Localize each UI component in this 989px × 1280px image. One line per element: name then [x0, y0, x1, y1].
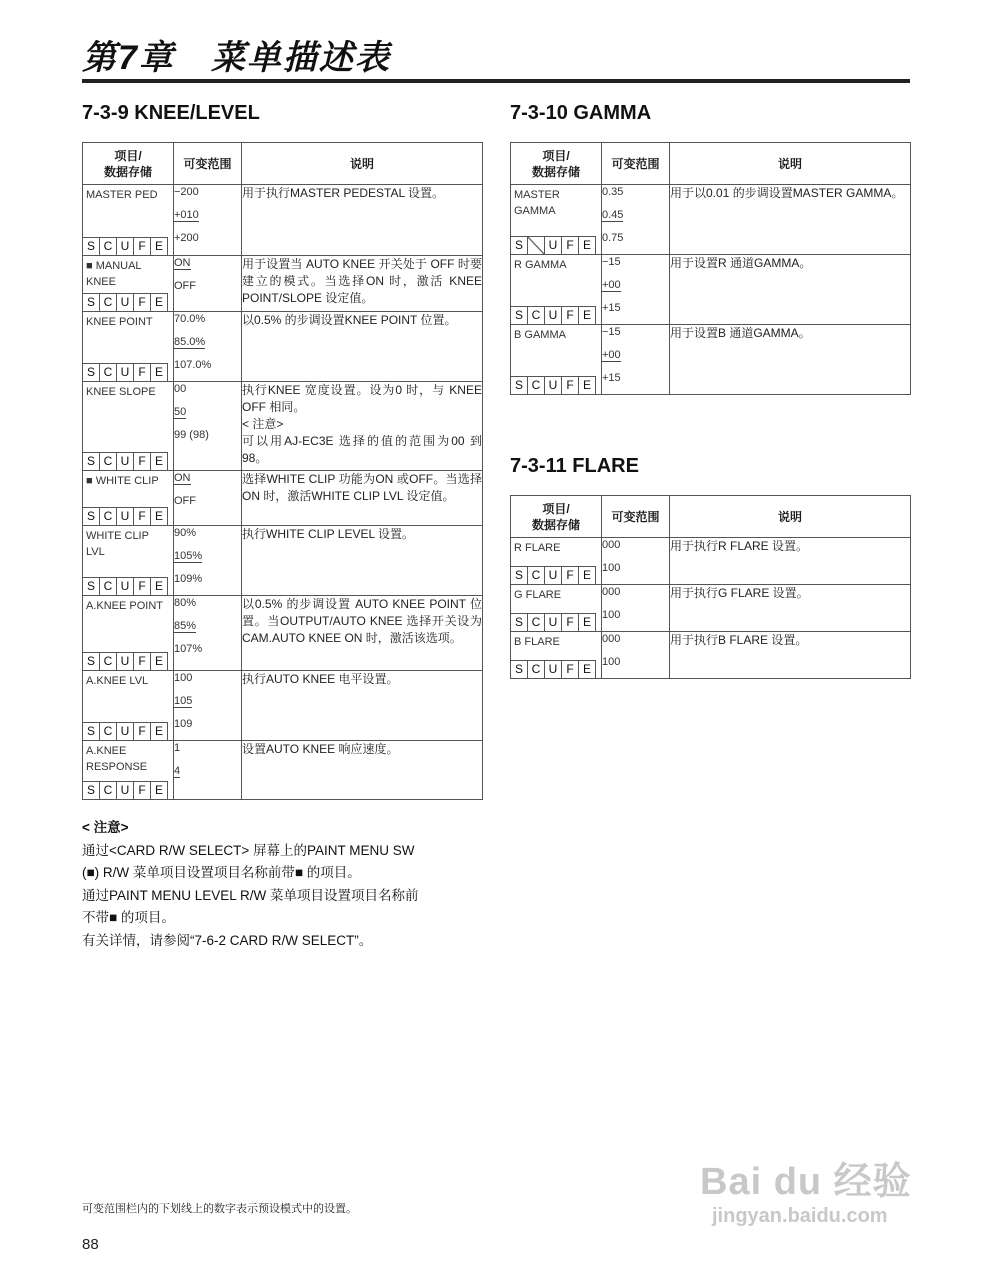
- storage-flag: U: [544, 566, 562, 585]
- storage-flag: E: [578, 660, 596, 679]
- range-cell: [174, 596, 242, 671]
- item-name: A.KNEE POINT: [86, 600, 164, 612]
- storage-flag: F: [133, 781, 151, 800]
- knee-level-table: [82, 142, 483, 800]
- item-cell-inner: [83, 526, 173, 595]
- item-cell: [511, 325, 602, 395]
- item-cell: [83, 596, 174, 671]
- table-row: [83, 312, 483, 382]
- storage-flag: E: [150, 577, 168, 596]
- storage-flags: [510, 376, 596, 395]
- item-cell-inner: [511, 255, 601, 324]
- storage-flag: F: [561, 660, 579, 679]
- storage-flag: C: [527, 306, 545, 325]
- item-cell-inner: [511, 325, 601, 394]
- range-cell: [174, 382, 242, 471]
- range-cell: [174, 741, 242, 800]
- range-value-text: 100: [602, 562, 621, 574]
- range-value: [174, 382, 241, 405]
- table-row: [511, 255, 911, 325]
- item-cell: [83, 185, 174, 256]
- range-cell: [602, 185, 670, 255]
- storage-flag: C: [99, 781, 117, 800]
- description-cell: 执行AUTO KNEE 电平设置。: [242, 671, 483, 741]
- range-value-text: 85.0%: [174, 336, 206, 348]
- range-cell: [602, 585, 670, 632]
- storage-flags: [82, 363, 168, 382]
- description-cell: 以0.5% 的步调设置 AUTO KNEE POINT 位置。当OUTPUT/AUTO KNEE 选择开关设为CAM.AUTO KNEE ON 时，激活该选项。: [242, 596, 483, 671]
- storage-flag: S: [510, 566, 528, 585]
- header-description: 说明: [670, 496, 911, 538]
- range-default-value: [602, 348, 669, 371]
- storage-flag: F: [561, 566, 579, 585]
- range-value-text: 109%: [174, 573, 203, 585]
- range-cell: [602, 538, 670, 585]
- range-value: [174, 717, 241, 740]
- storage-flag: C: [99, 577, 117, 596]
- description-cell: 用于执行B FLARE 设置。: [670, 632, 911, 679]
- gamma-section-title: 7-3-10 GAMMA: [510, 102, 652, 124]
- description-cell: 用于执行R FLARE 设置。: [670, 538, 911, 585]
- chapter-title: 第7章 菜单描述表: [82, 39, 391, 77]
- range-value: [174, 596, 241, 619]
- storage-flag: E: [578, 306, 596, 325]
- note-line: 有关详情，请参阅“7-6-2 CARD R/W SELECT”。: [82, 932, 373, 948]
- storage-flag: U: [116, 722, 134, 741]
- item-cell: [511, 632, 602, 679]
- header-range: 可变范围: [174, 143, 242, 185]
- range-value: [174, 358, 241, 381]
- item-cell: [83, 741, 174, 800]
- watermark-url: jingyan.baidu.com: [712, 1205, 888, 1227]
- range-value: [602, 301, 669, 324]
- range-value: [602, 561, 669, 584]
- table-row: [511, 585, 911, 632]
- range-value-text: 105: [174, 695, 193, 707]
- range-value-text: 1: [174, 742, 181, 754]
- item-cell-inner: [83, 471, 173, 525]
- storage-flag: F: [133, 452, 151, 471]
- flare-section-title: 7-3-11 FLARE: [510, 455, 639, 477]
- item-cell-inner: [83, 312, 173, 381]
- table-row: [83, 526, 483, 596]
- table-row: [83, 741, 483, 800]
- item-name: KNEE POINT: [86, 316, 153, 328]
- item-name: A.KNEE RESPONSE: [86, 745, 148, 773]
- item-cell-inner: [83, 382, 173, 470]
- range-value-text: OFF: [174, 495, 196, 507]
- range-value-text: 99 (98): [174, 429, 209, 441]
- storage-flag: E: [578, 566, 596, 585]
- item-cell-inner: [83, 185, 173, 255]
- range-value-text: 100: [602, 609, 621, 621]
- range-value: [602, 325, 669, 348]
- description-cell: 用于设置当 AUTO KNEE 开关处于 OFF 时要建立的模式。当选择ON 时，激活 KNEE POINT/SLOPE 设定值。: [242, 256, 483, 312]
- item-cell: [83, 671, 174, 741]
- storage-flag: C: [99, 237, 117, 256]
- range-value-text: 109: [174, 718, 193, 730]
- description-cell: 用于执行MASTER PEDESTAL 设置。: [242, 185, 483, 256]
- storage-flag: F: [561, 376, 579, 395]
- storage-flags: [510, 566, 596, 585]
- knee-section-title: 7-3-9 KNEE/LEVEL: [82, 102, 260, 124]
- header-item-storage: 项目/ 数据存储: [511, 496, 602, 538]
- range-value-text: +00: [602, 279, 621, 291]
- range-cell: [174, 471, 242, 526]
- description-cell: 用于执行G FLARE 设置。: [670, 585, 911, 632]
- item-cell-inner: [83, 671, 173, 740]
- storage-flags: [510, 660, 596, 679]
- range-value-text: +15: [602, 302, 621, 314]
- description-cell: 选择WHITE CLIP 功能为ON 或OFF。当选择ON 时，激活WHITE CLIP LVL 设定值。: [242, 471, 483, 526]
- storage-flags: [82, 781, 168, 800]
- storage-flag: U: [116, 237, 134, 256]
- header-description: 说明: [670, 143, 911, 185]
- item-name: ■ WHITE CLIP: [86, 475, 159, 487]
- item-name: B GAMMA: [514, 329, 566, 341]
- range-value: [174, 526, 241, 549]
- item-cell-inner: [83, 596, 173, 670]
- range-default-value: [174, 694, 241, 717]
- range-value-text: 0.75: [602, 232, 624, 244]
- range-value-text: 0.45: [602, 209, 624, 221]
- range-value-text: 90%: [174, 527, 197, 539]
- range-value: [174, 428, 241, 451]
- item-cell: [83, 471, 174, 526]
- storage-flags: [82, 577, 168, 596]
- table-header-row: [83, 143, 483, 185]
- range-default-value: [174, 619, 241, 642]
- range-default-value: [602, 278, 669, 301]
- storage-flag: E: [150, 363, 168, 382]
- range-value-text: 100: [174, 672, 193, 684]
- range-value-text: 85%: [174, 620, 197, 632]
- storage-flag: E: [150, 507, 168, 526]
- watermark-logo: Bai du 经验: [700, 1161, 912, 1203]
- storage-flag: E: [150, 781, 168, 800]
- storage-flag: E: [578, 613, 596, 632]
- storage-flags: [510, 236, 596, 255]
- range-value-text: −15: [602, 256, 621, 268]
- table-row: [511, 632, 911, 679]
- storage-flag: U: [544, 236, 562, 255]
- range-value-text: −15: [602, 326, 621, 338]
- table-row: [83, 596, 483, 671]
- description-cell: 执行KNEE 宽度设置。设为0 时，与 KNEE OFF 相同。 < 注意> 可以用AJ-EC3E 选择的值的范围为00 到 98。: [242, 382, 483, 471]
- range-value-text: ON: [174, 472, 191, 484]
- storage-flags: [510, 613, 596, 632]
- range-cell: [174, 312, 242, 382]
- note-line: 通过<CARD R/W SELECT> 屏幕上的PAINT MENU SW: [82, 842, 415, 858]
- range-value: [602, 632, 669, 655]
- storage-flag: S: [82, 577, 100, 596]
- note-title: < 注意>: [82, 820, 129, 835]
- description-cell: 用于设置R 通道GAMMA。: [670, 255, 911, 325]
- item-cell-inner: [83, 256, 173, 311]
- storage-flag: C: [99, 652, 117, 671]
- range-cell: [174, 256, 242, 312]
- header-item-storage: 项目/ 数据存储: [511, 143, 602, 185]
- storage-flag: C: [99, 507, 117, 526]
- storage-flag: U: [116, 293, 134, 312]
- range-value-text: 107.0%: [174, 359, 212, 371]
- item-cell: [83, 312, 174, 382]
- storage-flag: E: [150, 237, 168, 256]
- description-cell: 以0.5% 的步调设置KNEE POINT 位置。: [242, 312, 483, 382]
- item-name: KNEE SLOPE: [86, 386, 156, 398]
- storage-flag: E: [578, 236, 596, 255]
- header-description: 说明: [242, 143, 483, 185]
- description-cell: 执行WHITE CLIP LEVEL 设置。: [242, 526, 483, 596]
- storage-flag: U: [544, 306, 562, 325]
- storage-flag: F: [133, 237, 151, 256]
- footnote: 可变范围栏内的下划线上的数字表示预设模式中的设置。: [82, 1203, 357, 1215]
- item-name: G FLARE: [514, 589, 562, 601]
- range-value: [602, 585, 669, 608]
- range-value-text: 70.0%: [174, 313, 206, 325]
- range-value-text: −200: [174, 186, 199, 198]
- range-value: [174, 671, 241, 694]
- table-row: [511, 325, 911, 395]
- storage-flag: S: [82, 722, 100, 741]
- range-cell: [174, 671, 242, 741]
- storage-flag: U: [116, 781, 134, 800]
- storage-flag: S: [82, 237, 100, 256]
- range-value: [174, 494, 241, 517]
- table-row: [83, 382, 483, 471]
- storage-flag: C: [527, 613, 545, 632]
- item-cell: [511, 185, 602, 255]
- storage-flag: E: [150, 293, 168, 312]
- storage-flag: S: [510, 660, 528, 679]
- range-value: [602, 655, 669, 678]
- storage-flag: F: [561, 613, 579, 632]
- range-value: [602, 608, 669, 631]
- storage-flag: C: [99, 293, 117, 312]
- note-line: 不带■ 的项目。: [82, 910, 175, 925]
- range-default-value: [174, 549, 241, 572]
- storage-flag: E: [150, 722, 168, 741]
- storage-flag: F: [133, 577, 151, 596]
- storage-flag: C: [527, 566, 545, 585]
- storage-flag: S: [82, 363, 100, 382]
- storage-flag: S: [82, 507, 100, 526]
- storage-flag: U: [116, 363, 134, 382]
- gamma-table: [510, 142, 911, 395]
- range-cell: [174, 526, 242, 596]
- chapter-rule: [82, 79, 910, 83]
- table-header-row: [511, 496, 911, 538]
- table-row: [83, 471, 483, 526]
- storage-flag: S: [82, 452, 100, 471]
- range-default-value: [174, 764, 241, 787]
- range-cell: [602, 632, 670, 679]
- storage-flags: [82, 722, 168, 741]
- storage-flag: U: [116, 452, 134, 471]
- item-cell: [83, 526, 174, 596]
- range-value-text: 50: [174, 406, 187, 418]
- table-row: [511, 538, 911, 585]
- item-cell-inner: [511, 632, 601, 678]
- item-name: R GAMMA: [514, 259, 567, 271]
- storage-flag: F: [561, 236, 579, 255]
- range-default-value: [174, 405, 241, 428]
- range-cell: [174, 185, 242, 256]
- range-value-text: ON: [174, 257, 191, 269]
- storage-flag: F: [133, 652, 151, 671]
- range-default-value: [174, 335, 241, 358]
- table-row: [511, 185, 911, 255]
- storage-flag: U: [544, 376, 562, 395]
- storage-flag: F: [133, 507, 151, 526]
- range-value-text: 0.35: [602, 186, 624, 198]
- storage-flags: [510, 306, 596, 325]
- table-row: [83, 671, 483, 741]
- storage-flag: C: [99, 722, 117, 741]
- item-name: MASTER PED: [86, 189, 158, 201]
- note-block: [82, 817, 482, 952]
- range-value: [174, 642, 241, 665]
- range-value-text: 107%: [174, 643, 203, 655]
- item-cell-inner: [511, 585, 601, 631]
- table-row: [83, 185, 483, 256]
- item-cell: [511, 255, 602, 325]
- storage-flag: U: [544, 660, 562, 679]
- range-value-text: +00: [602, 349, 621, 361]
- range-default-value: [174, 256, 241, 279]
- range-value: [602, 538, 669, 561]
- item-name: MASTER GAMMA: [514, 189, 560, 217]
- item-name: B FLARE: [514, 636, 560, 648]
- item-name: R FLARE: [514, 542, 561, 554]
- range-value-text: +200: [174, 232, 199, 244]
- storage-flag: E: [150, 652, 168, 671]
- storage-flag: S: [510, 613, 528, 632]
- range-value-text: 4: [174, 765, 181, 777]
- description-cell: 用于以0.01 的步调设置MASTER GAMMA。: [670, 185, 911, 255]
- page-number: 88: [82, 1236, 99, 1253]
- storage-flag: U: [544, 613, 562, 632]
- item-cell: [83, 256, 174, 312]
- storage-flag: U: [116, 652, 134, 671]
- range-default-value: [174, 208, 241, 231]
- header-range: 可变范围: [602, 143, 670, 185]
- range-value: [174, 279, 241, 302]
- item-cell: [511, 585, 602, 632]
- storage-flags: [82, 293, 168, 312]
- storage-flag: E: [150, 452, 168, 471]
- storage-flag: C: [99, 363, 117, 382]
- range-default-value: [602, 208, 669, 231]
- range-value: [602, 231, 669, 254]
- storage-flag: F: [561, 306, 579, 325]
- range-value-text: 000: [602, 633, 621, 645]
- storage-flag: F: [133, 363, 151, 382]
- storage-flag: S: [510, 236, 528, 255]
- storage-flag: C: [527, 660, 545, 679]
- storage-flag: F: [133, 722, 151, 741]
- storage-flag: C: [527, 376, 545, 395]
- item-name: WHITE CLIP LVL: [86, 530, 149, 558]
- range-value: [174, 312, 241, 335]
- storage-flag: S: [82, 652, 100, 671]
- storage-flag: E: [578, 376, 596, 395]
- range-value: [602, 255, 669, 278]
- range-value-text: 100: [602, 656, 621, 668]
- item-name: A.KNEE LVL: [86, 675, 149, 687]
- storage-flags: [82, 452, 168, 471]
- storage-flag: [527, 236, 545, 255]
- range-value: [174, 572, 241, 595]
- item-cell: [83, 382, 174, 471]
- storage-flag: S: [510, 306, 528, 325]
- range-value: [174, 185, 241, 208]
- header-range: 可变范围: [602, 496, 670, 538]
- item-name: ■ MANUAL KNEE: [86, 260, 142, 288]
- item-cell: [511, 538, 602, 585]
- storage-flags: [82, 237, 168, 256]
- flare-table: [510, 495, 911, 679]
- table-header-row: [511, 143, 911, 185]
- range-default-value: [174, 471, 241, 494]
- description-cell: 用于设置B 通道GAMMA。: [670, 325, 911, 395]
- storage-flags: [82, 507, 168, 526]
- range-value-text: 000: [602, 539, 621, 551]
- storage-flag: U: [116, 507, 134, 526]
- range-value: [174, 231, 241, 254]
- storage-flag: S: [82, 293, 100, 312]
- range-value-text: OFF: [174, 280, 196, 292]
- range-value-text: +010: [174, 209, 199, 221]
- storage-flag: S: [82, 781, 100, 800]
- storage-flag: F: [133, 293, 151, 312]
- range-value-text: 00: [174, 383, 187, 395]
- header-item-storage: 项目/ 数据存储: [83, 143, 174, 185]
- range-value-text: 80%: [174, 597, 197, 609]
- range-cell: [602, 255, 670, 325]
- item-cell-inner: [511, 538, 601, 584]
- storage-flags: [82, 652, 168, 671]
- item-cell-inner: [511, 185, 601, 254]
- note-line: 通过PAINT MENU LEVEL R/W 菜单项目设置项目名称前: [82, 887, 419, 903]
- storage-flag: S: [510, 376, 528, 395]
- table-row: [83, 256, 483, 312]
- note-line: (■) R/W 菜单项目设置项目名称前带■ 的项目。: [82, 865, 361, 880]
- range-value-text: 105%: [174, 550, 203, 562]
- item-cell-inner: [83, 741, 173, 799]
- range-value-text: +15: [602, 372, 621, 384]
- range-value-text: 000: [602, 586, 621, 598]
- storage-flag: C: [99, 452, 117, 471]
- range-cell: [602, 325, 670, 395]
- range-value: [602, 185, 669, 208]
- storage-flag: U: [116, 577, 134, 596]
- range-value: [174, 741, 241, 764]
- description-cell: 设置AUTO KNEE 响应速度。: [242, 741, 483, 800]
- range-value: [602, 371, 669, 394]
